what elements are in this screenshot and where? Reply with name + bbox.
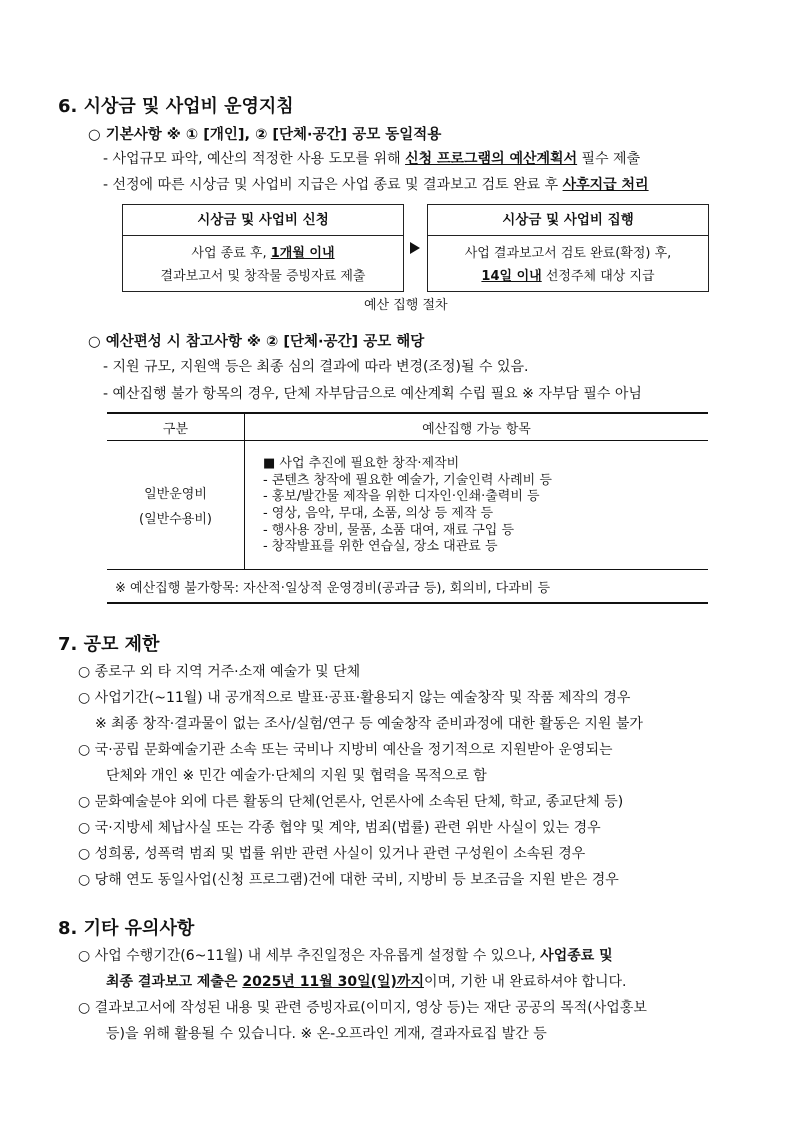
restriction-line-3-cont: 단체와 개인 ※ 민간 예술가·단체의 지원 및 협력을 목적으로 함: [106, 768, 487, 784]
notice-1-line-1: [78, 945, 613, 965]
notice-1-text: ○ 사업 수행기간(6~11월) 내 세부 추진일정은 자유롭게 설정할 수 있으나,: [78, 948, 541, 964]
restriction-line-3: ○ 국·공립 문화예술기관 소속 또는 국비나 지방비 예산을 정기적으로 지원받아 운영되는: [78, 742, 613, 758]
budget-table-col-category: 구분: [107, 413, 244, 441]
restriction-line-6: ○ 성희롱, 성폭력 범죄 및 법률 위반 관련 사실이 있거나 관련 구성원이 소속된 경우: [78, 846, 586, 862]
list-item: - 영상, 음악, 무대, 소품, 의상 등 제작 등: [262, 506, 494, 521]
list-item: ■ 사업 추진에 필요한 창작·제작비: [262, 456, 460, 472]
flow-box-execution-line-1: 사업 결과보고서 검토 완료(확정) 후,: [464, 246, 672, 261]
flow-box-execution-title: 시상금 및 사업비 집행: [428, 205, 708, 236]
basic-heading: ○ 기본사항 ※ ① [개인], ② [단체·공간] 공모 동일적용: [88, 127, 442, 143]
flow-caption: 예산 집행 절차: [364, 298, 448, 313]
restriction-line-1: ○ 종로구 외 타 지역 거주·소재 예술가 및 단체: [78, 664, 361, 680]
budget-table: [107, 412, 708, 604]
list-item: - 창작발표를 위한 연습실, 장소 대관료 등: [262, 539, 498, 555]
notice-1-tail: 이며, 기한 내 완료하셔야 합니다.: [423, 974, 627, 990]
flow-right-deadline: 14일 이내: [481, 269, 542, 284]
notice-1-line-2: [106, 971, 626, 991]
budget-category-label: 일반운영비: [144, 487, 207, 502]
basic-line-1-text: - 사업규모 파악, 예산의 적정한 사용 도모를 위해: [103, 151, 406, 167]
budget-category-cell: [107, 441, 244, 570]
flow-box-application-line-2: 결과보고서 및 창작물 증빙자료 제출: [160, 269, 366, 284]
basic-line-2-text: - 선정에 따른 시상금 및 사업비 지급은 사업 종료 및 결과보고 검토 완료 후: [103, 177, 563, 193]
basic-line-2-emphasis: 사후지급 처리: [562, 177, 649, 193]
flow-box-execution: [427, 204, 709, 292]
budget-line-1: - 지원 규모, 지원액 등은 최종 심의 결과에 따라 변경(조정)될 수 있음.: [103, 359, 529, 375]
notice-2-line-2: 등)을 위해 활용될 수 있습니다. ※ 온-오프라인 게재, 결과자료집 발간 등: [106, 1026, 547, 1042]
section7-title: 7. 공모 제한: [58, 634, 160, 655]
flow-box-application: [122, 204, 404, 292]
budget-table-note: ※ 예산집행 불가항목: 자산적·일상적 운영경비(공과금 등), 회의비, 다과비 등: [107, 570, 708, 604]
flow-box-execution-line-2: [428, 265, 708, 288]
basic-line-1-emphasis: 신청 프로그램의 예산계획서: [405, 151, 578, 167]
restriction-line-7: ○ 당해 연도 동일사업(신청 프로그램)건에 대한 국비, 지방비 등 보조금을 지원 받은 경우: [78, 872, 619, 888]
basic-line-1-tail: 필수 제출: [577, 151, 641, 167]
budget-heading: ○ 예산편성 시 참고사항 ※ ② [단체·공간] 공모 해당: [88, 334, 425, 350]
list-item: - 행사용 장비, 물품, 소품 대여, 재료 구입 등: [262, 522, 515, 538]
table-row: [107, 570, 708, 604]
flow-box-application-line-1: [123, 242, 403, 265]
budget-items-cell: [244, 441, 708, 570]
flow-box-application-title: 시상금 및 사업비 신청: [123, 205, 403, 236]
budget-category-sublabel: (일반수용비): [139, 512, 212, 527]
budget-table-col-items: 예산집행 가능 항목: [244, 413, 708, 441]
basic-line-2: [103, 174, 649, 194]
flow-box-application-body: [123, 236, 403, 288]
section8-title: 8. 기타 유의사항: [58, 918, 195, 939]
restriction-line-5: ○ 국·지방세 체납사실 또는 각종 협약 및 계약, 범죄(법률) 관련 위반 사실이 있는 경우: [78, 820, 601, 836]
section6-title: 6. 시상금 및 사업비 운영지침: [58, 96, 294, 117]
basic-line-1: [103, 148, 640, 168]
notice-1-emphasis-cont: 최종 결과보고 제출은: [106, 974, 243, 990]
budget-line-2: - 예산집행 불가 항목의 경우, 단체 자부담금으로 예산계획 수립 필요 ※ 자부담 필수 아님: [103, 386, 642, 402]
notice-1-emphasis: 사업종료 및: [540, 948, 613, 964]
arrow-right-icon: [410, 242, 420, 254]
restriction-line-4: ○ 문화예술분야 외에 다른 활동의 단체(언론사, 언론사에 소속된 단체, 학교, 종교단체 등): [78, 794, 624, 810]
notice-1-deadline: 2025년 11월 30일(일)까지: [242, 974, 424, 990]
list-item: - 홍보/발간물 제작을 위한 디자인·인쇄·출력비 등: [262, 489, 540, 505]
table-row: [107, 441, 708, 570]
budget-table-header: [107, 413, 708, 441]
flow-right-text: 선정주체 대상 지급: [541, 269, 655, 284]
flow-box-execution-body: [428, 236, 708, 288]
flow-left-deadline: 1개월 이내: [270, 246, 335, 261]
restriction-note: ※ 최종 창작·결과물이 없는 조사/실험/연구 등 예술창작 준비과정에 대한 활동은 지원 불가: [95, 716, 643, 732]
notice-2-line-1: ○ 결과보고서에 작성된 내용 및 관련 증빙자료(이미지, 영상 등)는 재단 공공의 목적(사업홍보: [78, 1000, 647, 1016]
list-item: - 콘텐츠 창작에 필요한 예술가, 기술인력 사례비 등: [262, 472, 552, 488]
flow-left-text: 사업 종료 후,: [191, 246, 271, 261]
restriction-line-2: ○ 사업기간(~11월) 내 공개적으로 발표·공표·활용되지 않는 예술창작 및 작품 제작의 경우: [78, 690, 631, 706]
